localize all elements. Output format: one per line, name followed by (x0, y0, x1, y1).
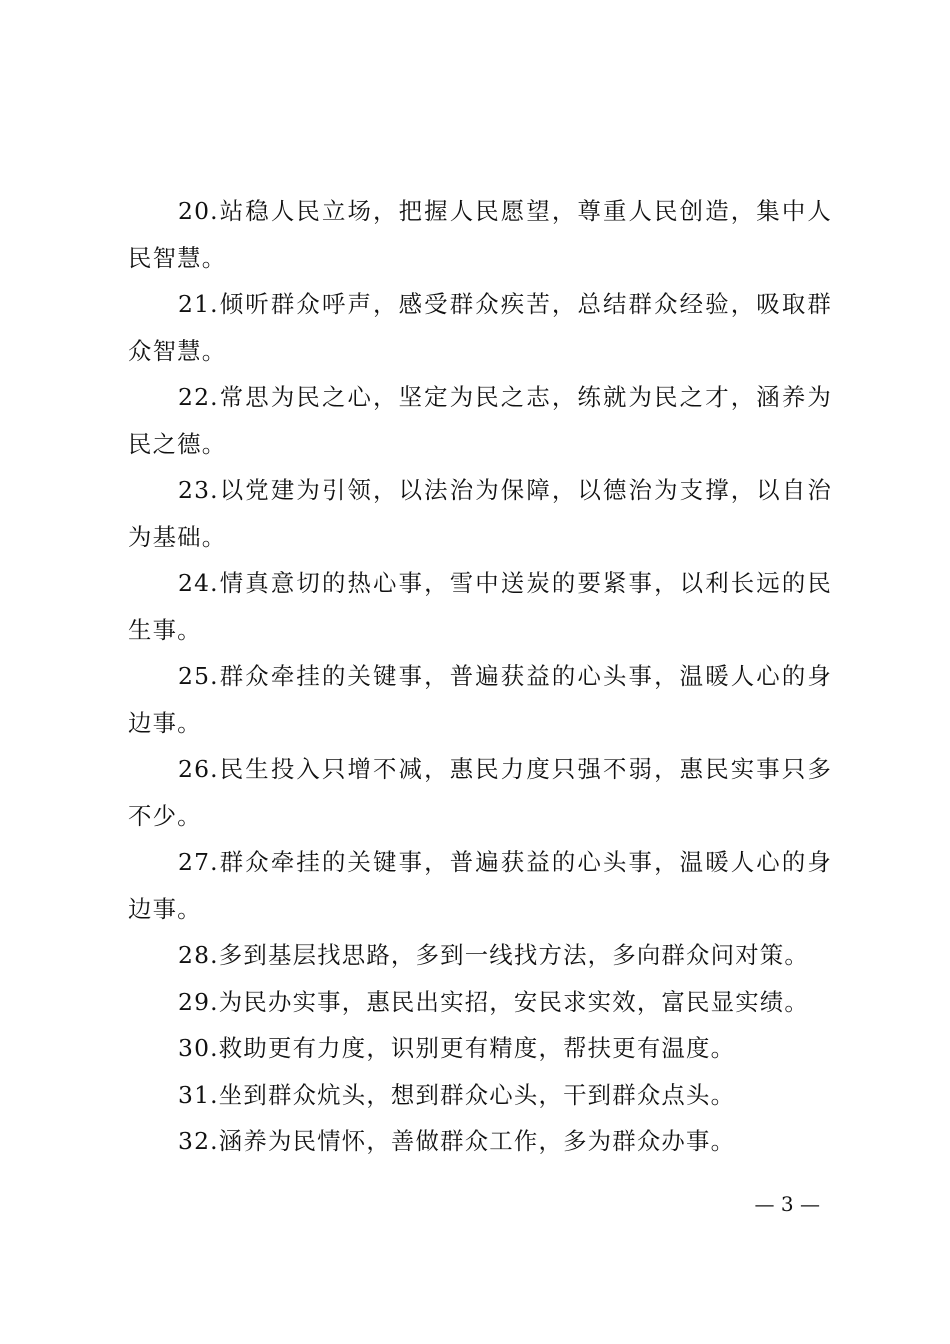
paragraph-30: 30.救助更有力度，识别更有精度，帮扶更有温度。 (178, 1034, 736, 1062)
paragraph-21: 21.倾听群众呼声，感受群众疾苦，总结群众经验，吸取群众智慧。 (128, 290, 832, 365)
paragraph-20: 20.站稳人民立场，把握人民愿望，尊重人民创造，集中人民智慧。 (128, 197, 832, 272)
paragraph-28: 28.多到基层找思路，多到一线找方法，多向群众问对策。 (178, 941, 809, 969)
paragraph-24: 24.情真意切的热心事，雪中送炭的要紧事，以利长远的民生事。 (128, 569, 832, 644)
paragraph-25: 25.群众牵挂的关键事，普遍获益的心头事，温暖人心的身边事。 (128, 662, 832, 737)
paragraph-26: 26.民生投入只增不减，惠民力度只强不弱，惠民实事只多不少。 (128, 755, 832, 830)
paragraph-29: 29.为民办实事，惠民出实招，安民求实效，富民显实绩。 (178, 987, 809, 1016)
paragraph-27: 27.群众牵挂的关键事，普遍获益的心头事，温暖人心的身边事。 (128, 848, 832, 923)
page-number: — 3 — (754, 1192, 820, 1216)
paragraph-23: 23.以党建为引领，以法治为保障，以德治为支撑，以自治为基础。 (128, 476, 832, 551)
document-body (128, 188, 832, 1165)
paragraph-31: 31.坐到群众炕头，想到群众心头，干到群众点头。 (178, 1080, 736, 1109)
paragraph-22: 22.常思为民之心，坚定为民之志，练就为民之才，涵养为民之德。 (128, 383, 832, 458)
paragraph-32: 32.涵养为民情怀，善做群众工作，多为群众办事。 (178, 1127, 736, 1155)
